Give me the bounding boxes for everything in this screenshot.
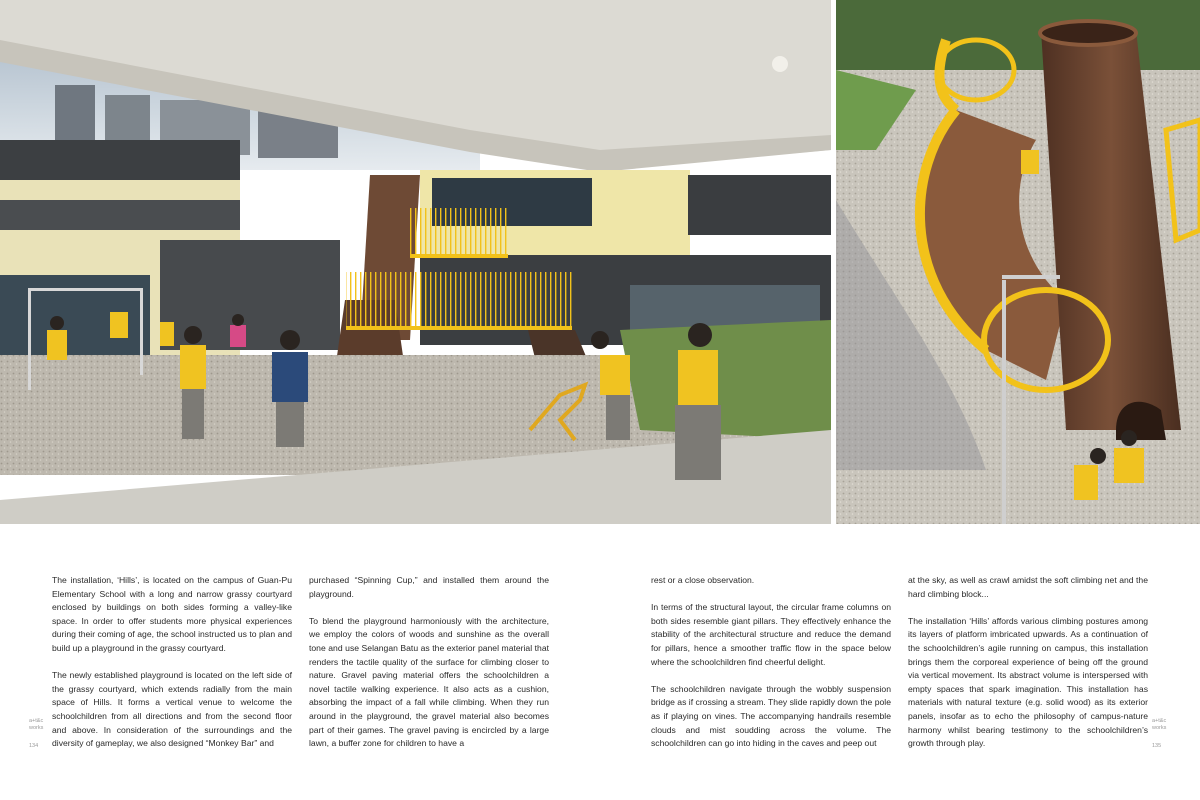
paragraph: In terms of the structural layout, the circular frame columns on both sides resemble giant pillars. They effectively enhance the stability of the architectural structure and reduce the demand for pillars, hence a smoother traffic flow in the space below where the schoolchildren find cheerful delight.: [651, 602, 891, 667]
text-column-4: [908, 574, 1148, 764]
paragraph: To blend the playground harmoniously with the architecture, we employ the colors of woods and sunshine as the overall tone and use Selangan Batu as the exterior panel material that renders the tactile quality of the surface for climbing closer to nature. Gravel paving material offers the schoolchildren a novel tactile walking experience. It also acts as a cushion, absorbing the impact of a fall while climbing. When they run around in the playground, the gravel material also becomes part of their games. The gravel paving is encircled by a large lawn, a buffer zone for children to have a: [309, 615, 549, 749]
text-column-2: [309, 574, 549, 764]
photo-courtyard-playground: [0, 0, 831, 524]
folio-right: [1152, 718, 1166, 750]
paragraph: The installation ‘Hills’ affords various climbing postures among its layers of platform imbricated upwards. As a continuation of the schoolchildren’s agile running on campus, this installation brings them the corporeal experience of being off the ground via vertical movement. Its abstract volume is interspersed with empty spaces that spark imagination. This installation has materials with natural texture (e.g. solid wood) as its exterior panels, insofar as to echo the philosophy of campus-nature harmony whilst bearing testimony to the schoolchildren’s growth through play.: [908, 615, 1148, 749]
photo-spiral-tower: [836, 0, 1200, 524]
text-column-3: [651, 574, 891, 764]
folio-label: a+t&c: [29, 718, 44, 724]
page-number: 134: [29, 743, 39, 749]
folio-label: a+t&c: [1152, 718, 1167, 724]
folio-section: works: [29, 725, 44, 731]
paragraph: purchased “Spinning Cup,” and installed them around the playground.: [309, 575, 549, 599]
paragraph: The newly established playground is located on the left side of the grassy courtyard, which extends radially from the main space of Hills. It forms a vertical venue to welcome the schoolchildren from all directions and from the second floor and above. In consideration of the surroundings and the diversity of gameplay, we also designed “Monkey Bar” and: [52, 670, 292, 749]
text-column-1: [52, 574, 292, 764]
paragraph: The installation, ‘Hills’, is located on the campus of Guan-Pu Elementary School with a long and narrow grassy courtyard enclosed by buildings on both sides forming a valley-like space. In order to offer students more physical experiences during their coming of age, the school instructed us to plan and build up a playground in the grassy courtyard.: [52, 575, 292, 653]
paragraph: at the sky, as well as crawl amidst the soft climbing net and the hard climbing block...: [908, 575, 1148, 599]
page-number: 135: [1152, 743, 1162, 749]
folio-left: [29, 718, 43, 750]
paragraph: The schoolchildren navigate through the wobbly suspension bridge as if crossing a stream. They slide rapidly down the pole as if playing on vines. The accompanying handrails resemble clouds and mist soudding across the volume. The schoolchildren can go into hiding in the caves and peep out: [651, 683, 891, 749]
paragraph: rest or a close observation.: [651, 575, 755, 585]
folio-section: works: [1152, 725, 1167, 731]
